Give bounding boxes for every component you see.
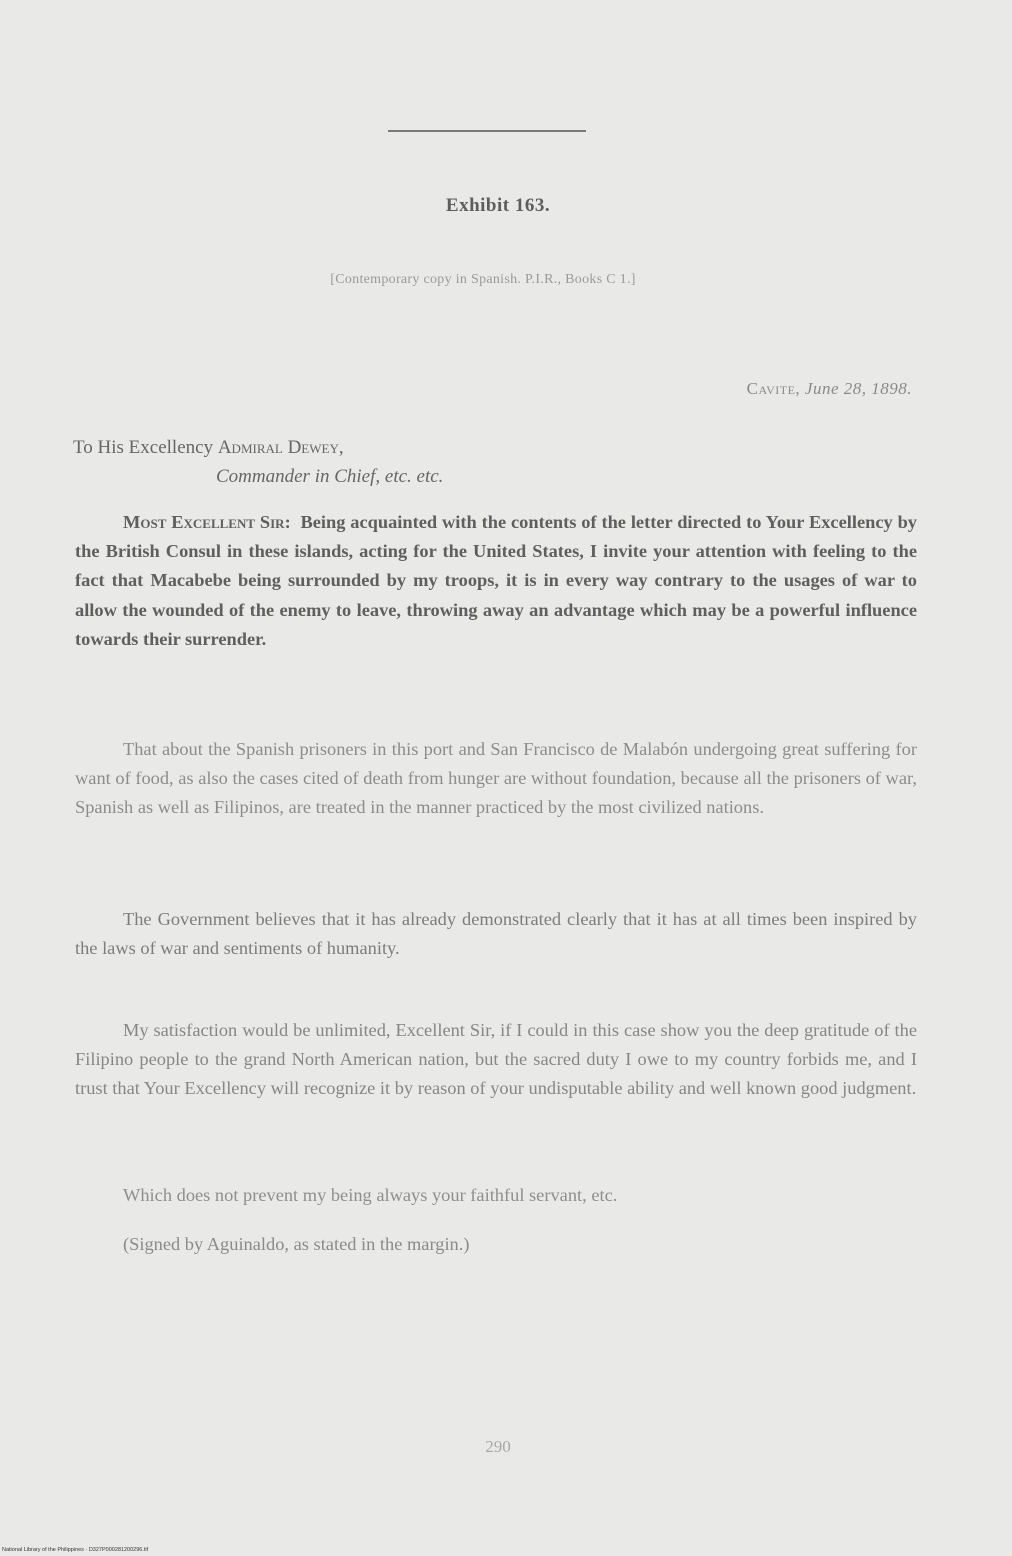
source-note: [Contemporary copy in Spanish. P.I.R., Books C 1.] [330,272,636,287]
dateline-date: June 28, 1898. [804,379,912,398]
addressee-title: Commander in Chief, etc. etc. [216,466,444,487]
salutation: Most Excellent Sir: [123,512,291,532]
addressee-line [73,437,344,459]
paragraph-1-text: Being acquainted with the contents of the letter directed to Your Excellency by the British Consul in these islands, acting for the United States, I invite your attention with feeling to the fact that Macabebe being surrounded by my troops, it is in every way contrary to the usages of war to allow the wounded of the enemy to leave, throwing away an advantage which may be a powerful influence towards their surrender. [75,512,917,649]
letter-paragraph-4: My satisfaction would be unlimited, Excellent Sir, if I could in this case show you the deep gratitude of the Filipino people to the grand North American nation, but the sacred duty I owe to my country forbids me, and I trust that Your Excellency will recognize it by reason of your undisputable ability and well known good judgment. [75,1020,917,1099]
closing-line: Which does not prevent my being always your faithful servant, etc. [123,1185,618,1205]
addressee-prefix: To His Excellency [73,437,218,458]
letter-paragraph-2: That about the Spanish prisoners in this port and San Francisco de Malabón undergoing great suffering for want of food, as also the cases cited of death from hunger are without foundation, because all the prisoners of war, Spanish as well as Filipinos, are treated in the manner practiced by the most civilized nations. [75,739,917,818]
dateline-place: Cavite, [746,379,801,398]
addressee-name: Admiral Dewey, [217,437,344,458]
dateline [747,379,912,399]
header-rule [388,130,586,132]
archive-credit: National Library of the Philippines · D327P000281200296.tif [2,1547,149,1553]
exhibit-title: Exhibit 163. [445,195,551,216]
signature-note: (Signed by Aguinaldo, as stated in the margin.) [123,1234,470,1254]
letter-paragraph-3: The Government believes that it has already demonstrated clearly that it has at all times been inspired by the laws of war and sentiments of humanity. [75,909,917,959]
page-number: 290 [485,1437,511,1456]
letter-paragraph-1 [75,508,917,654]
